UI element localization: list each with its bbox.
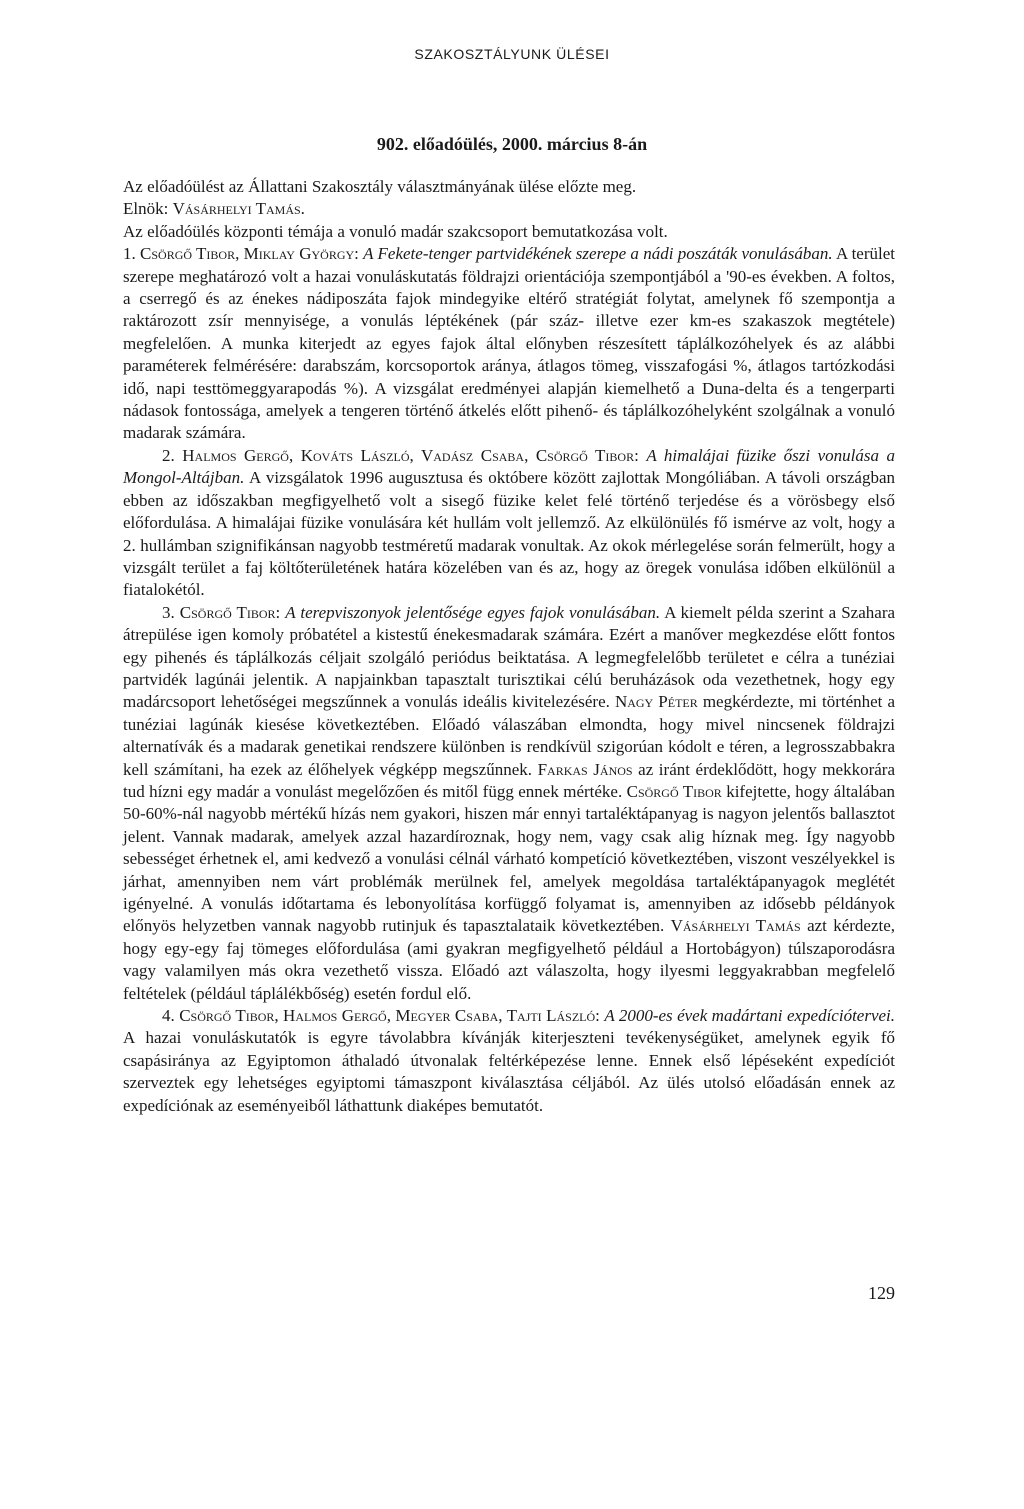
talk-number: 3. <box>162 602 175 622</box>
body-text <box>123 176 895 1117</box>
talk-number: 1. <box>123 244 136 264</box>
talk-title: A Fekete-tenger partvidékének szerepe a nádi poszáták vonulásában. <box>363 244 833 264</box>
running-header: SZAKOSZTÁLYUNK ÜLÉSEI <box>414 46 610 62</box>
discussant-name: Vásárhelyi Tamás <box>670 916 801 936</box>
talk-abstract: A terület szerepe meghatározó volt a hazai vonuláskutatás földrajzi orientációja szempontjából a '90-es években. A foltos, a cserregő és az énekes nádiposzáta fajok mindegyike eltérő stratégiát folytat, amelynek fő szempontja a raktározott zsír mennyisége, a vonulás léptékének (pár száz- illetve ezer km-es szakaszok megtétele) megfelelően. A munka kiterjedt az egyes fajok által előnyben részesített táplálkozóhelyek és az alábbi paraméterek felmérésére: darabszám, korcsoportok aránya, átlagos tömeg, visszafogási %, átlagos tartózkodási idő, napi testtömeggyarapodás %). A vizsgálat eredményei alapján kiemelhető a Duna-delta és a tengerparti nádasok fontossága, amelyek a tengeren történő átkelés előtt pihenő- és táplálkozóhelyként szolgálnak a vonuló madarak számára. <box>123 244 896 443</box>
discussion-text: kifejtette, hogy általában 50-60%-nál nagyobb mértékű hízás nem gyakori, hiszen már ennyi tartaléktápanyag is nagyon jelentős ballasztot jelent. Vannak madarak, amelyek azzal hazardíroznak, hogy nem, vagy csak alig híznak meg. Így nagyobb sebességet érhetnek el, ami kedvező a vonulási célnál várható kompetíció következtében, viszont veszélyekkel is járhat, amennyiben nem várt problémák merülnek fel, amelyek megoldása tartaléktápanyagok meglétét igényelné. A vonulás időtartama és lebonyolítása korfüggő folyamat is, amennyiben az idősebb példányok előnyös helyzetben vannak nagyobb rutinjuk és tapasztalataik következtében. <box>123 781 896 936</box>
talk-authors: Csörgő Tibor: <box>179 602 281 622</box>
talk-title: A himalájai füzike őszi vonulása a Mongol-Altájban. <box>123 445 896 488</box>
discussant-name: Nagy Péter <box>614 692 698 712</box>
discussion-text: megkérdezte, mi történhet a tunéziai lagúnák kiesése következtében. Előadó válaszában elmondta, hogy mivel nincsenek földrajzi alternatívák és a madarak genetikai rendszere különben is rendkívül szigorúan kódolt e téren, a legrosszabbakra kell számítani, ha ezek az élőhelyek végképp megszűnnek. <box>123 692 896 779</box>
talk-authors: Csörgő Tibor, Halmos Gergő, Megyer Csaba, Tajti László: <box>179 1006 600 1026</box>
talk-number: 2. <box>162 445 175 465</box>
meeting-chair: Elnök: Vásárhelyi Tamás. <box>123 199 305 219</box>
discussant-name: Csörgő Tibor <box>626 781 722 801</box>
talk-1 <box>123 243 895 445</box>
discussion-text: azt kérdezte, hogy egy-egy faj tömeges előfordulása (ami gyakran megfigyelhető például a Hortobágyon) túlszaporodásra vagy valamilyen más okra vezethető vissza. Előadó azt válaszolta, hogy ilyesmi leggyakrabban megfelelő feltételek (például táplálékbőség) esetén fordul elő. <box>123 916 896 1003</box>
talk-title: A 2000-es évek madártani expedíciótervei. <box>604 1006 896 1026</box>
discussion-text: az iránt érdeklődött, hogy mekkorára tud hízni egy madár a vonulást megelőzően és mitől függ ennek mértéke. <box>123 759 896 801</box>
page-number: 129 <box>868 1283 895 1303</box>
talk-abstract: A hazai vonuláskutatók is egyre távolabbra kívánják kiterjeszteni tevékenységüket, amelynek egyik fő csapásiránya az Egyiptomon áthaladó útvonalak feltérképezése lenne. Ennek első lépéseként expedíciót szerveztek egy lehetséges egyiptomi támaszpont kiválasztása céljából. Az ülés utolsó előadásán ennek az expedíciónak az eseményeiből láthattunk diaképes bemutatót. <box>123 1028 895 1115</box>
talk-4 <box>123 1005 895 1117</box>
meeting-intro: Az előadóülést az Állattani Szakosztály választmányának ülése előzte meg. <box>123 177 637 196</box>
talk-abstract: A kiemelt példa szerint a Szahara átrepülése igen komoly próbatétel a kistestű énekesmadarak számára. Ezért a manőver megkezdése előtt fontos egy pihenés és táplálkozás céljait szolgáló periódus beiktatása. A legmegfelelőbb területet e célra a tunéziai partvidék lagúnái jelentik. A napjainkban tapasztalt turisztikai célú beruházások oda vezethetnek, hogy egy madárcsoport lehetőségei megszűnnek a vonulás ideális kivitelezésére. <box>123 602 896 712</box>
meeting-title: 902. előadóülés, 2000. március 8-án <box>376 134 648 154</box>
talk-3 <box>123 602 895 1005</box>
talk-authors: Halmos Gergő, Kováts László, Vadász Csaba, Csörgő Tibor: <box>182 445 639 465</box>
talk-number: 4. <box>162 1006 175 1026</box>
discussant-name: Farkas János <box>537 759 633 779</box>
talk-title: A terepviszonyok jelentősége egyes fajok vonulásában. <box>285 602 661 622</box>
chair-name: Vásárhelyi Tamás. <box>172 199 305 219</box>
talk-abstract: A vizsgálatok 1996 augusztusa és októbere között zajlottak Mongóliában. A távoli országban ebben az időszakban megfigyelhető volt a sisegő füzike kelet felé történő terjedése és a vörösbegy első előfordulása. A himalájai füzike vonulására két hullám volt jellemző. Az elkülönülés fő ismérve az volt, hogy a 2. hullámban szignifikánsan nagyobb testméretű madarak vonultak. Az okok mérlegelése során felmerült, hogy a vizsgált terület a faj költőterületének határa közelében van és az, hogy az öregek vonulása időben elkülönül a fiatalokétól. <box>123 468 895 600</box>
talk-2 <box>123 445 895 602</box>
meeting-theme: Az előadóülés központi témája a vonuló madár szakcsoport bemutatkozása volt. <box>123 221 668 241</box>
talk-authors: Csörgő Tibor, Miklay György: <box>140 244 359 264</box>
